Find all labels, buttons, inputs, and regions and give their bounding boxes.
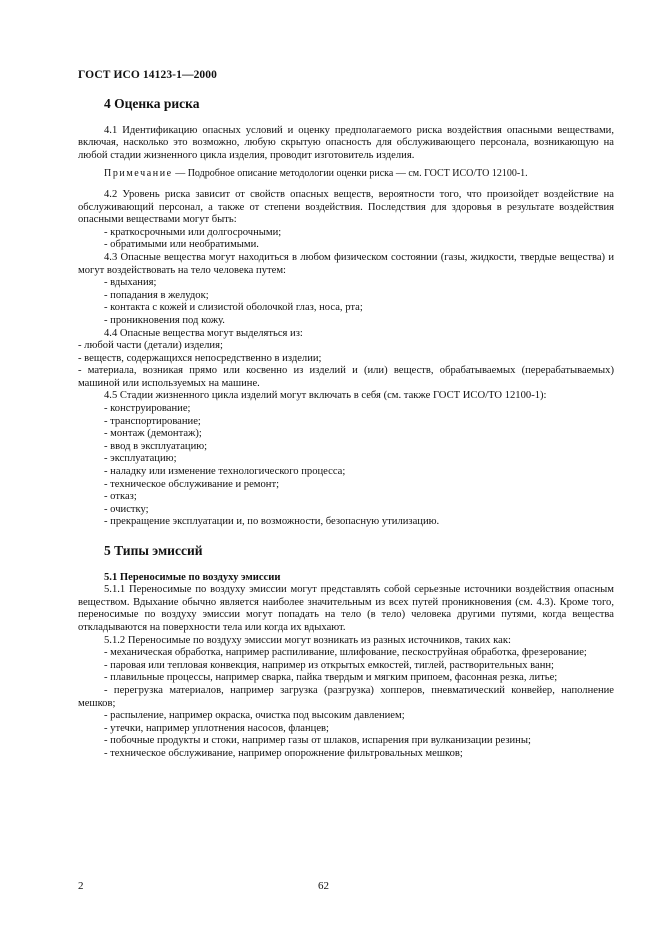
- list-item: - краткосрочными или долгосрочными;: [104, 226, 282, 238]
- paragraph-4-3: 4.3 Опасные вещества могут находиться в любом физическом состоянии (газы, жидкости, твердые вещества) и могут воздействовать на тело человека путем:: [78, 251, 614, 276]
- list-item: - паровая или тепловая конвекция, например из открытых емкостей, тиглей, растворительных ванн;: [104, 659, 554, 671]
- subsection-5-1-title: 5.1 Переносимые по воздуху эмиссии: [104, 571, 281, 583]
- list-item: - материала, возникая прямо или косвенно из изделий и (или) веществ, обрабатываемых (перерабатываемых) машиной или используемых на машине.: [78, 365, 614, 389]
- list-4-4: [78, 340, 614, 390]
- list-item: - попадания в желудок;: [104, 289, 209, 301]
- list-item: - монтаж (демонтаж);: [104, 428, 202, 440]
- list-item: - ввод в эксплуатацию;: [104, 440, 208, 452]
- list-item: - проникновения под кожу.: [104, 314, 225, 326]
- list-4-3: [78, 277, 614, 327]
- list-item: - плавильные процессы, например сварка, пайка твердым и мягким припоем, фасонная резка, литье;: [104, 672, 558, 684]
- list-item: - перегрузка материалов, например загрузка (разгрузка) хопперов, пневматический конвейер, наполнение мешков;: [78, 684, 614, 709]
- list-item: - техническое обслуживание и ремонт;: [104, 478, 280, 490]
- section-4-title: 4 Оценка риска: [104, 96, 200, 111]
- list-item: - обратимыми или необратимыми.: [104, 239, 259, 251]
- list-item: - веществ, содержащихся непосредственно в изделии;: [78, 352, 322, 364]
- paragraph-4-2: 4.2 Уровень риска зависит от свойств опасных веществ, вероятности того, что произойдет воздействие на обслуживающий персонал, а также от степени воздействия. Последствия для здоровья в результате воздействия опасными веществами могут быть:: [78, 188, 614, 226]
- list-item: - вдыхания;: [104, 277, 157, 289]
- list-item: - очистку;: [104, 503, 149, 515]
- list-item: - техническое обслуживание, например опорожнение фильтровальных мешков;: [104, 747, 463, 759]
- paragraph-4-4: 4.4 Опасные вещества могут выделяться из:: [104, 327, 303, 339]
- list-item: - конструирование;: [104, 403, 191, 415]
- document-id: ГОСТ ИСО 14123-1—2000: [78, 69, 217, 81]
- list-item: - прекращение эксплуатации и, по возможности, безопасную утилизацию.: [104, 516, 440, 528]
- list-4-5: [78, 403, 614, 529]
- list-item: - распыление, например окраска, очистка под высоким давлением;: [104, 710, 405, 722]
- list-item: - побочные продукты и стоки, например газы от шлаков, испарения при вулканизации резины;: [104, 735, 531, 747]
- list-5-1-2: [78, 647, 614, 760]
- note-text: — Подробное описание методологии оценки риска — см. ГОСТ ИСО/ТО 12100-1.: [172, 168, 528, 180]
- paragraph-4-1: 4.1 Идентификацию опасных условий и оценку предполагаемого риска воздействия опасными веществами, включая, насколько это возможно, любую скрытую опасность для обслуживающего персонала, возникающую на любой стадии жизненного цикла изделия, проводит изготовитель изделия.: [78, 124, 614, 161]
- page-number-left: 2: [78, 880, 84, 892]
- list-item: - транспортирование;: [104, 415, 201, 427]
- list-item: - эксплуатацию;: [104, 453, 177, 465]
- list-item: - любой части (детали) изделия;: [78, 340, 223, 352]
- list-item: - утечки, например уплотнения насосов, фланцев;: [104, 722, 329, 734]
- note-label: Примечание: [104, 168, 173, 180]
- list-4-2: [78, 227, 614, 252]
- paragraph-5-1-1: 5.1.1 Переносимые по воздуху эмиссии могут представлять собой серьезные источники воздействия опасным веществом. Вдыхание обычно является наиболее значительным из всех путей проникновения (см. 4.3). Кроме того, переносимые по воздуху эмиссии могут попадать на тело (в тело) человека другими путями, когда вещества откладываются на поверхности тела или когда их вдыхают.: [78, 584, 614, 633]
- list-item: - механическая обработка, например распиливание, шлифование, пескоструйная обработка, фрезерование;: [104, 647, 587, 659]
- note: [78, 168, 614, 181]
- list-item: - отказ;: [104, 491, 137, 503]
- body-text: [78, 98, 614, 761]
- page-number-center: 62: [318, 880, 329, 892]
- list-item: - контакта с кожей и слизистой оболочкой глаз, носа, рта;: [104, 302, 363, 314]
- paragraph-5-1-2: 5.1.2 Переносимые по воздуху эмиссии могут возникать из разных источников, таких как:: [104, 634, 511, 646]
- list-item: - наладку или изменение технологического процесса;: [104, 466, 346, 478]
- section-5-title: 5 Типы эмиссий: [104, 543, 203, 558]
- paragraph-4-5: 4.5 Стадии жизненного цикла изделий могут включать в себя (см. также ГОСТ ИСО/ТО 12100-1):: [104, 390, 547, 402]
